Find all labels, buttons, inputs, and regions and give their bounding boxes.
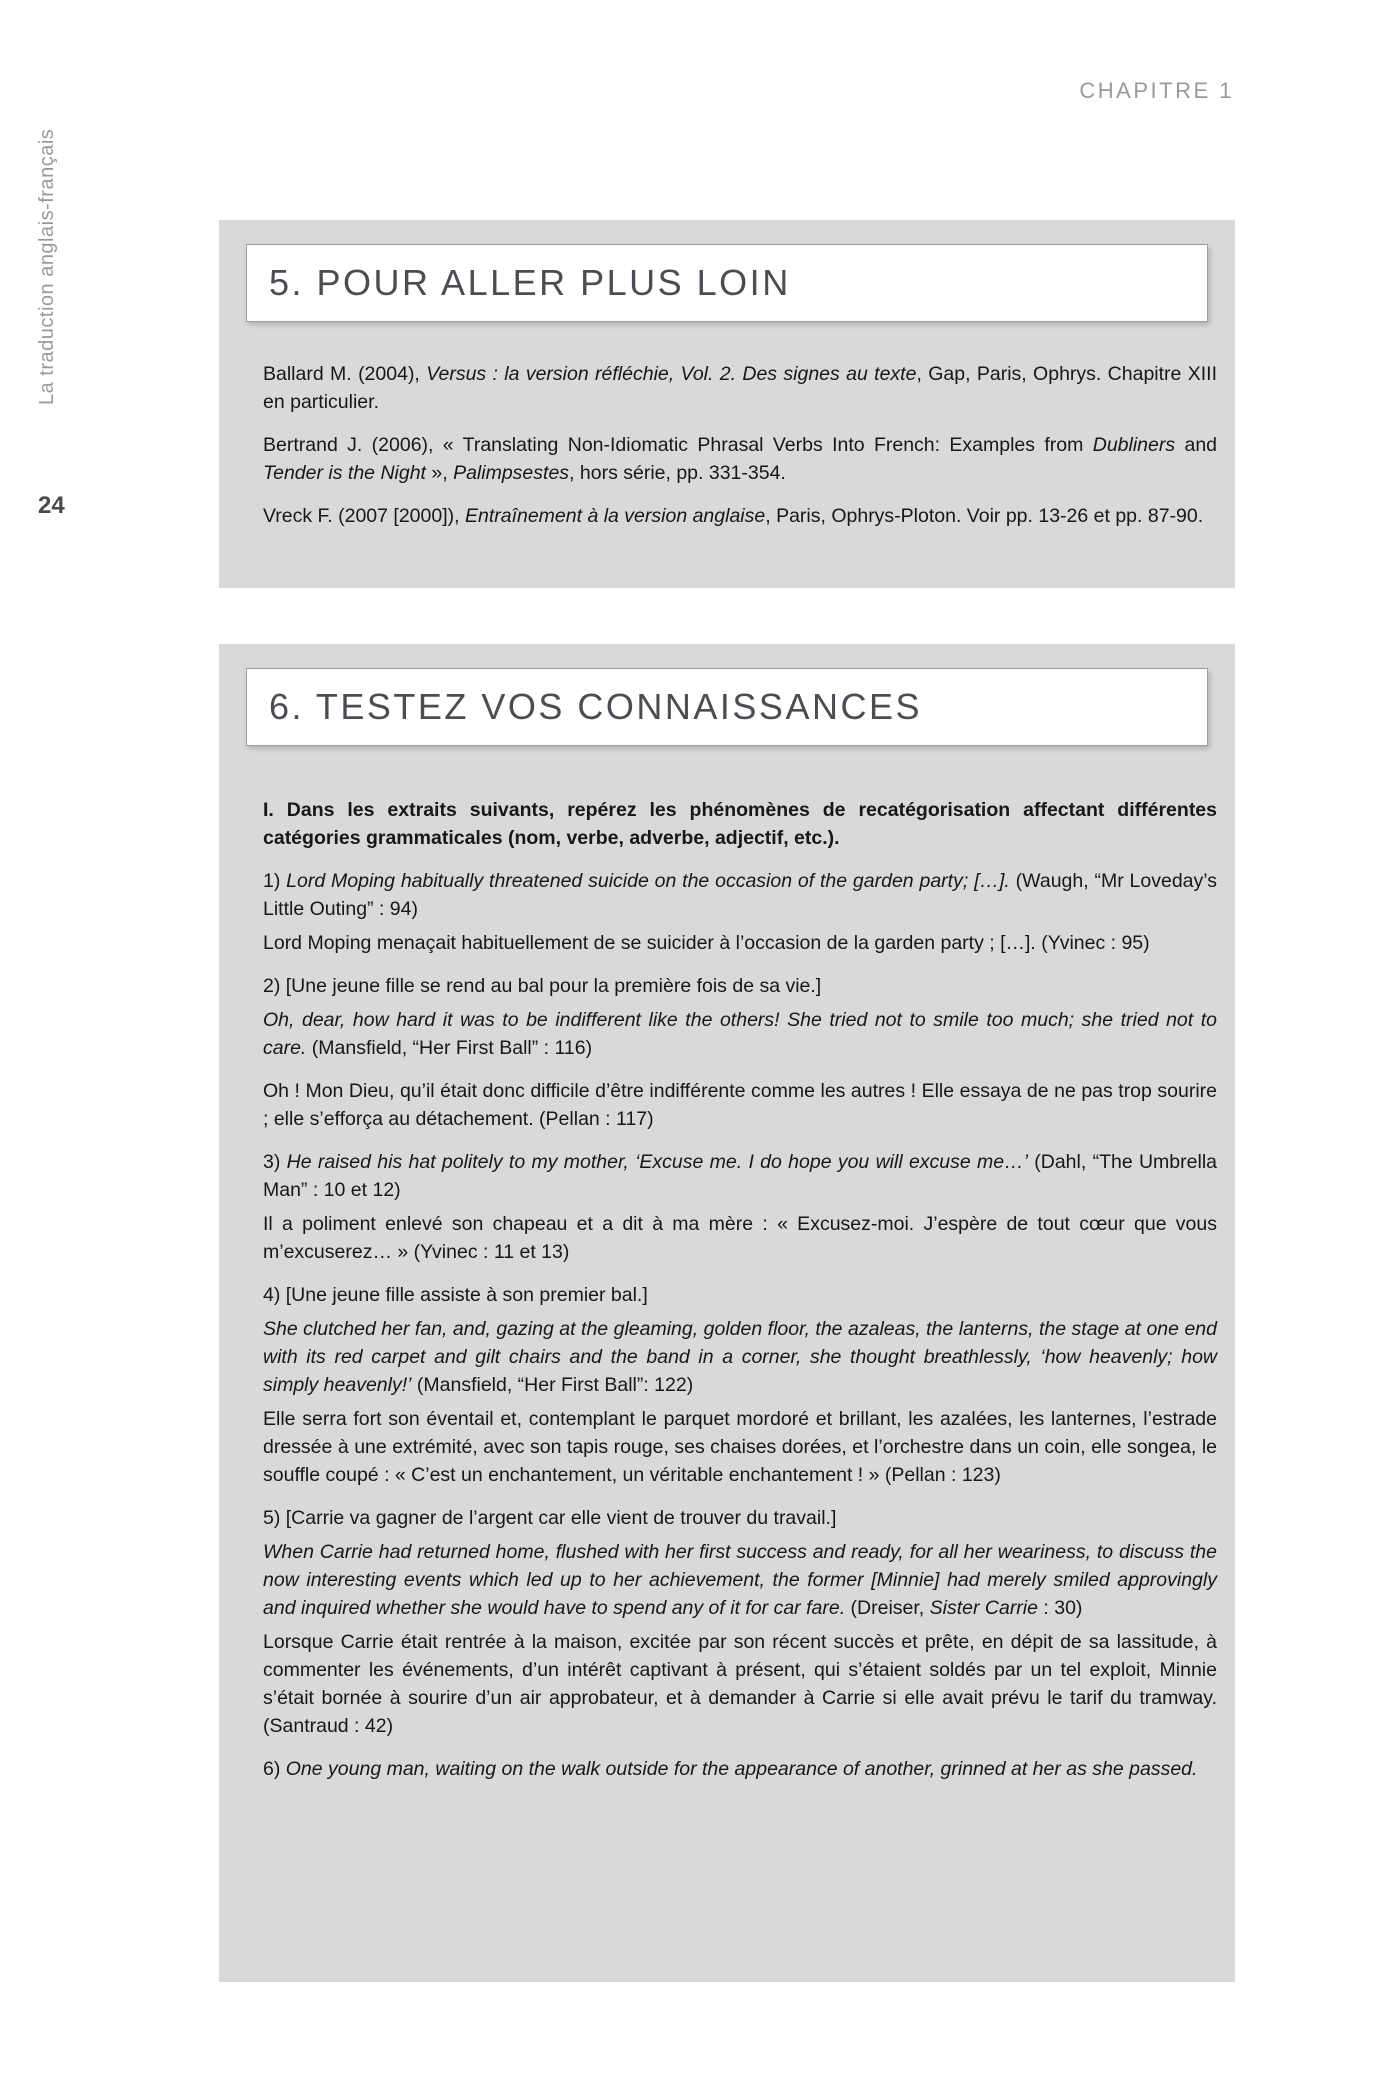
text-segment: Lorsque Carrie était rentrée à la maison, excitée par son récent succès et prête, en dépit de sa lassitude, à commenter les événements, d’un intérêt captivant à présent, qui s’étaient soldés par un tel exploit, Minnie s’était bornée à sourire d’un air approbateur, et à demander à Carrie si elle avait prévu le tarif du tramway. (Santraud : 42) (263, 1631, 1217, 1737)
source-text-segment: Lord Moping habitually threatened suicide on the occasion of the garden party; […]. (286, 870, 1010, 892)
text-segment: Bertrand J. (2006), « Translating Non-Idiomatic Phrasal Verbs Into French: Examples from (263, 434, 1093, 456)
paragraph (263, 796, 1217, 852)
paragraph (263, 1281, 1217, 1309)
paragraph (263, 1538, 1217, 1622)
paragraph (263, 1315, 1217, 1399)
text-segment: Vreck F. (2007 [2000]), (263, 505, 465, 527)
paragraph (263, 431, 1217, 487)
paragraph (263, 1006, 1217, 1062)
paragraph (263, 1148, 1217, 1204)
paragraph (263, 502, 1217, 530)
text-segment: : 30) (1037, 1597, 1083, 1619)
paragraph (263, 1628, 1217, 1740)
section-pour-aller-plus-loin (219, 220, 1235, 588)
text-segment: (Mansfield, “Her First Ball” : 116) (306, 1037, 593, 1059)
paragraph (263, 1755, 1217, 1783)
source-text-segment: Versus : la version réfléchie, Vol. 2. Des signes au texte (426, 363, 917, 385)
text-segment: 4) [Une jeune fille assiste à son premier bal.] (263, 1284, 648, 1306)
text-segment: (Waugh, “Mr Loveday’s Little Outing” : 94) (263, 870, 1217, 920)
text-segment: (Dreiser, (845, 1597, 930, 1619)
page-number: 24 (38, 492, 65, 519)
paragraph (263, 929, 1217, 957)
section-testez-vos-connaissances (219, 644, 1235, 1982)
text-segment: Lord Moping menaçait habituellement de se suicider à l’occasion de la garden party ; […]. (Yvinec : 95) (263, 932, 1150, 954)
section6-body (263, 796, 1217, 1783)
text-segment: (Mansfield, “Her First Ball”: 122) (411, 1374, 694, 1396)
source-text-segment: He raised his hat politely to my mother, ‘Excuse me. I do hope you will excuse me…’ (286, 1151, 1028, 1173)
source-text-segment: One young man, waiting on the walk outside for the appearance of another, grinned at her as she passed. (285, 1758, 1198, 1780)
paragraph (263, 360, 1217, 416)
paragraph (263, 1077, 1217, 1133)
paragraph (263, 867, 1217, 923)
paragraph (263, 972, 1217, 1000)
section5-title-box (246, 244, 1208, 322)
text-segment: 1) (263, 870, 287, 892)
paragraph (263, 1405, 1217, 1489)
text-segment: I. Dans les extraits suivants, repérez les phénomènes de recatégorisation affectant différentes catégories grammaticales (nom, verbe, adverbe, adjectif, etc.). (263, 799, 1217, 849)
text-segment: , hors série, pp. 331-354. (569, 462, 786, 484)
source-text-segment: When Carrie had returned home, flushed with her first success and ready, for all her weariness, to discuss the now interesting events which led up to her achievement, the former [Minnie] had merely smiled approvingly and inquired whether she would have to spend any of it for car fare. (263, 1541, 1217, 1619)
source-text-segment: Oh, dear, how hard it was to be indifferent like the others! She tried not to smile too much; she tried not to care. (263, 1009, 1217, 1059)
text-segment: Ballard M. (2004), (263, 363, 427, 385)
text-segment: 3) (263, 1151, 287, 1173)
text-segment: , Gap, Paris, Ophrys. Chapitre XIII en particulier. (263, 363, 1217, 413)
chapter-header: CHAPITRE 1 (1079, 78, 1234, 103)
text-segment: 5) [Carrie va gagner de l’argent car elle vient de trouver du travail.] (263, 1507, 837, 1529)
text-segment: and (1175, 434, 1218, 456)
section5-body (263, 360, 1217, 530)
section6-title-box (246, 668, 1208, 746)
side-margin-label: La traduction anglais-français (36, 128, 58, 405)
source-text-segment: Tender is the Night (263, 462, 426, 484)
source-text-segment: Sister Carrie (929, 1597, 1038, 1619)
text-segment: 2) [Une jeune fille se rend au bal pour la première fois de sa vie.] (263, 975, 822, 997)
text-segment: (Dahl, “The Umbrella Man” : 10 et 12) (263, 1151, 1217, 1201)
text-segment: Elle serra fort son éventail et, contemplant le parquet mordoré et brillant, les azalées, les lanternes, l’estrade dressée à une extrémité, avec son tapis rouge, ses chaises dorées, et l’orchestre dans un coin, elle songea, le souffle coupé : « C’est un enchantement, un véritable enchantement ! » (Pellan : 123) (263, 1408, 1217, 1486)
paragraph (263, 1504, 1217, 1532)
section6-title: 6. TESTEZ VOS CONNAISSANCES (269, 686, 922, 727)
section5-title: 5. POUR ALLER PLUS LOIN (269, 262, 791, 303)
text-segment: Oh ! Mon Dieu, qu’il était donc difficile d’être indifférente comme les autres ! Elle essaya de ne pas trop sourire ; elle s’efforça au détachement. (Pellan : 117) (263, 1080, 1217, 1130)
text-segment: Il a poliment enlevé son chapeau et a dit à ma mère : « Excusez-moi. J’espère de tout cœur que vous m’excuserez… » (Yvinec : 11 et 13) (263, 1213, 1217, 1263)
source-text-segment: Dubliners (1092, 434, 1176, 456)
text-segment: 6) (263, 1758, 286, 1780)
source-text-segment: Entraînement à la version anglaise (464, 505, 766, 527)
paragraph (263, 1210, 1217, 1266)
text-segment: , Paris, Ophrys-Ploton. Voir pp. 13-26 et pp. 87-90. (765, 505, 1204, 527)
text-segment: », (425, 462, 454, 484)
source-text-segment: She clutched her fan, and, gazing at the gleaming, golden floor, the azaleas, the lanterns, the stage at one end with its red carpet and gilt chairs and the band in a corner, she thought breathlessly, ‘how heavenly; how simply heavenly!’ (263, 1318, 1217, 1396)
source-text-segment: Palimpsestes (453, 462, 570, 484)
